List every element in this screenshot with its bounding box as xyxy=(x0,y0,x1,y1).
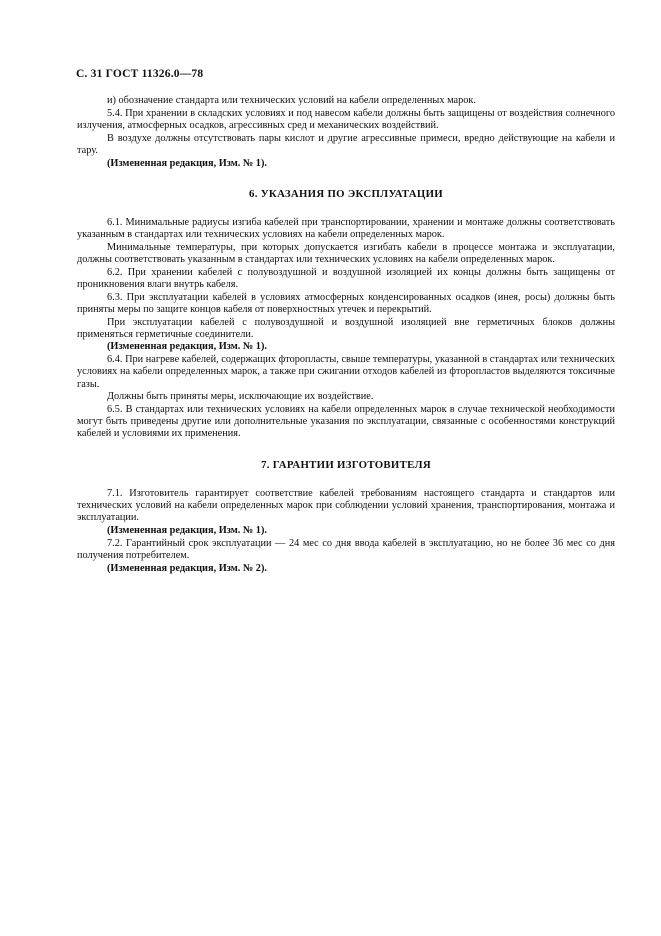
section-7-title: 7. ГАРАНТИИ ИЗГОТОВИТЕЛЯ xyxy=(261,458,431,471)
section-6 xyxy=(77,217,615,441)
document-body xyxy=(77,95,615,575)
paragraph: Минимальные температуры, при которых допускается изгибать кабели в процессе монтажа и эксплуатации, должны соответствовать указанным в стандартах или технических условиях на кабели определенных марок. xyxy=(77,241,615,266)
amendment-note: (Измененная редакция, Изм. № 1). xyxy=(107,157,267,169)
paragraph: 6.5. В стандартах или технических условиях на кабели определенных марок в случае технической необходимости могут быть приведены другие или дополнительные указания по эксплуатации, связанные с особенностями конструкций кабелей и условиями их применения. xyxy=(77,403,615,440)
paragraph: 6.2. При хранении кабелей с полувоздушной и воздушной изоляцией их концы должны быть защищены от проникновения влаги внутрь кабеля. xyxy=(77,266,615,290)
paragraph: При эксплуатации кабелей с полувоздушной и воздушной изоляцией вне герметичных блоков должны применяться герметичные соединители. xyxy=(77,316,615,340)
paragraph: 6.1. Минимальные радиусы изгиба кабелей при транспортировании, хранении и монтаже должны соответствовать указанным в стандартах или технических условиях на кабели определенных марок. xyxy=(77,216,615,241)
paragraph: 6.4. При нагреве кабелей, содержащих фторопласты, свыше температуры, указанной в стандартах или технических условиях на кабели определенных марок, а также при сжигании отходов кабелей из фторопластов выделяются токсичные газы. xyxy=(77,354,615,390)
paragraph: 6.3. При эксплуатации кабелей в условиях атмосферных конденсированных осадков (инея, росы) должны быть приняты меры по защите концов кабеля от поверхностных утечек и перекрытий. xyxy=(77,291,615,315)
paragraph: 5.4. При хранении в складских условиях и под навесом кабели должны быть защищены от воздействия солнечного излучения, атмосферных осадков, агрессивных сред и механических воздействий. xyxy=(77,107,615,131)
amendment-note: (Измененная редакция, Изм. № 2). xyxy=(107,562,267,574)
amendment-note: (Измененная редакция, Изм. № 1). xyxy=(107,524,267,536)
paragraph: В воздухе должны отсутствовать пары кислот и другие агрессивные примеси, вредно действующие на кабели и тару. xyxy=(77,132,615,156)
section-6-title: 6. УКАЗАНИЯ ПО ЭКСПЛУАТАЦИИ xyxy=(249,187,443,200)
paragraph: 7.2. Гарантийный срок эксплуатации — 24 мес со дня ввода кабелей в эксплуатацию, но не более 36 мес со дня получения потребителем. xyxy=(77,537,615,561)
section-5-tail xyxy=(77,95,615,170)
section-7 xyxy=(77,488,615,575)
page-header: С. 31 ГОСТ 11326.0—78 xyxy=(76,68,204,80)
amendment-note: (Измененная редакция, Изм. № 1). xyxy=(107,341,267,353)
paragraph: Должны быть приняты меры, исключающие их воздействие. xyxy=(107,391,374,403)
paragraph: и) обозначение стандарта или технических условий на кабели определенных марок. xyxy=(107,95,476,106)
paragraph: 7.1. Изготовитель гарантирует соответствие кабелей требованиям настоящего стандарта и стандартов или технических условий на кабели определенных марок при соблюдении условий хранения, транспортирования, монтажа и эксплуатации. xyxy=(77,487,615,524)
